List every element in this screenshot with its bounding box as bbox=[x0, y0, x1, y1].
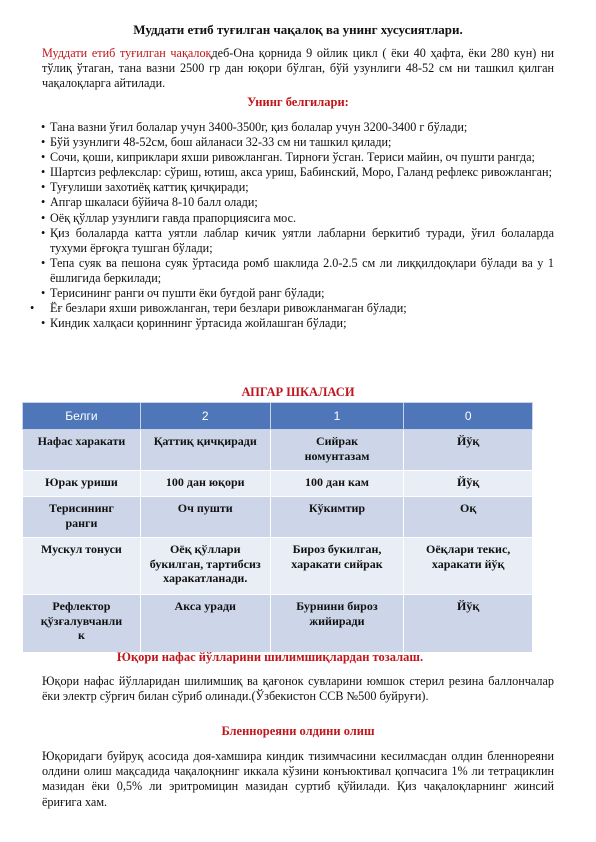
apgar-heading: АПГАР ШКАЛАСИ bbox=[241, 385, 355, 399]
table-cell: Сийрак номунтазам bbox=[270, 430, 404, 471]
list-item: • Шартсиз рефлекслар: сўриш, ютиш, акса уриш, Бабинский, Моро, Галанд рефлекс ривожланган; bbox=[38, 165, 554, 180]
table-cell: 100 дан юқори bbox=[140, 471, 270, 497]
table-cell: Рефлектор қўзғалувчанли к bbox=[23, 595, 141, 653]
intro-definition: деб-Она қорнида 9 ойлик цикл ( ёки 40 ҳафта, ёки 280 кун) ни тўлиқ ўтаган, тана вазни 2500 гр дан юқори бўлган, бўй узунлиги 48-52 см ни ташкил қилган чақалоқларга айтилади. bbox=[42, 46, 554, 90]
table-cell: Оч пушти bbox=[140, 497, 270, 538]
blenno-paragraph: Юқоридаги буйруқ асосида доя-хамшира киндик тизимчасини кесилмасдан олдин бленнореяни олдини олиш мақсадида чақалоқнинг иккала кўзини конъюктивал қопчасига 1% ли тетрациклин мазидан ёки 0,5% ли эритромицин мазидан суртиб қўйилади. Қиз чақалоқларнинг жинсий ёриғига хам. bbox=[42, 749, 554, 809]
table-row bbox=[23, 430, 533, 471]
table-cell: Бироз букилган, харакати сийрак bbox=[270, 538, 404, 595]
table-cell: Юрак уриши bbox=[23, 471, 141, 497]
table-cell: Мускул тонуси bbox=[23, 538, 141, 595]
signs-list bbox=[38, 120, 554, 331]
table-cell: Йўқ bbox=[404, 471, 533, 497]
table-row bbox=[23, 538, 533, 595]
list-item: • Тепа суяк ва пешона суяк ўртасида ромб шаклида 2.0-2.5 см ли лиққилдоқлари бўлади ва у 1 ёшлигида беркилади; bbox=[38, 256, 554, 286]
intro-paragraph bbox=[42, 46, 554, 91]
table-row bbox=[23, 497, 533, 538]
table-cell: 100 дан кам bbox=[270, 471, 404, 497]
table-cell: Йўқ bbox=[404, 595, 533, 653]
column-header: Белги bbox=[23, 403, 141, 430]
airway-paragraph: Юқори нафас йўлларидан шилимшиқ ва қағонок сувларини юмшок стерил резина баллончалар ёки электр сўрғич билан сўриб олинади.(Ўзбекистон ССВ №500 буйруғи). bbox=[42, 674, 554, 704]
table-row bbox=[23, 595, 533, 653]
table-cell: Оқ bbox=[404, 497, 533, 538]
apgar-table bbox=[22, 402, 533, 653]
list-item: • Бўй узунлиги 48-52см, бош айланаси 32-33 см ни ташкил қилади; bbox=[38, 135, 554, 150]
list-item: • Сочи, қоши, киприклари яхши ривожланган. Тирноғи ўсган. Териси майин, оч пушти рангда; bbox=[38, 150, 554, 165]
list-item: • Апгар шкаласи бўйича 8-10 балл олади; bbox=[38, 195, 554, 210]
table-cell: Бурнини бироз жийиради bbox=[270, 595, 404, 653]
table-header-row bbox=[23, 403, 533, 430]
airway-heading: Юқори нафас йўлларини шилимшиқлардан тозалаш. bbox=[116, 650, 424, 664]
list-item: • Оёқ қўллар узунлиги гавда прапорциясига мос. bbox=[38, 211, 554, 226]
list-item: • Ёғ безлари яхши ривожланган, тери безлари ривожланмаган бўлади; bbox=[30, 301, 554, 316]
signs-heading: Унинг белгилари: bbox=[247, 95, 349, 109]
column-header: 0 bbox=[404, 403, 533, 430]
table-cell: Терисининг ранги bbox=[23, 497, 141, 538]
column-header: 1 bbox=[270, 403, 404, 430]
table-cell: Оёқлари текис, харакати йўқ bbox=[404, 538, 533, 595]
list-item: • Туғулиши захотиёқ каттиқ қичқиради; bbox=[38, 180, 554, 195]
table-row bbox=[23, 471, 533, 497]
list-item: • Терисининг ранги оч пушти ёки буғдой ранг бўлади; bbox=[38, 286, 554, 301]
intro-term: Муддати етиб туғилган чақалоқ bbox=[42, 46, 212, 60]
column-header: 2 bbox=[140, 403, 270, 430]
list-item: • Киндик халқаси қориннинг ўртасида жойлашган бўлади; bbox=[38, 316, 554, 331]
table-cell: Акса уради bbox=[140, 595, 270, 653]
list-item: • Қиз болаларда катта уятли лаблар кичик уятли лабларни беркитиб туради, ўғил болаларда тухуми ёрғоқга тушган бўлади; bbox=[38, 226, 554, 256]
list-item: • Тана вазни ўғил болалар учун 3400-3500г, қиз болалар учун 3200-3400 г бўлади; bbox=[38, 120, 554, 135]
blenno-heading: Бленнореяни олдини олиш bbox=[221, 724, 375, 738]
table-cell: Қаттиқ қичқиради bbox=[140, 430, 270, 471]
page-title: Муддати етиб туғилган чақалоқ ва унинг хусусиятлари. bbox=[133, 22, 463, 37]
table-cell: Оёқ қўллари букилган, тартибсиз харакатланади. bbox=[140, 538, 270, 595]
table-cell: Нафас харакати bbox=[23, 430, 141, 471]
table-cell: Кўкимтир bbox=[270, 497, 404, 538]
table-cell: Йўқ bbox=[404, 430, 533, 471]
